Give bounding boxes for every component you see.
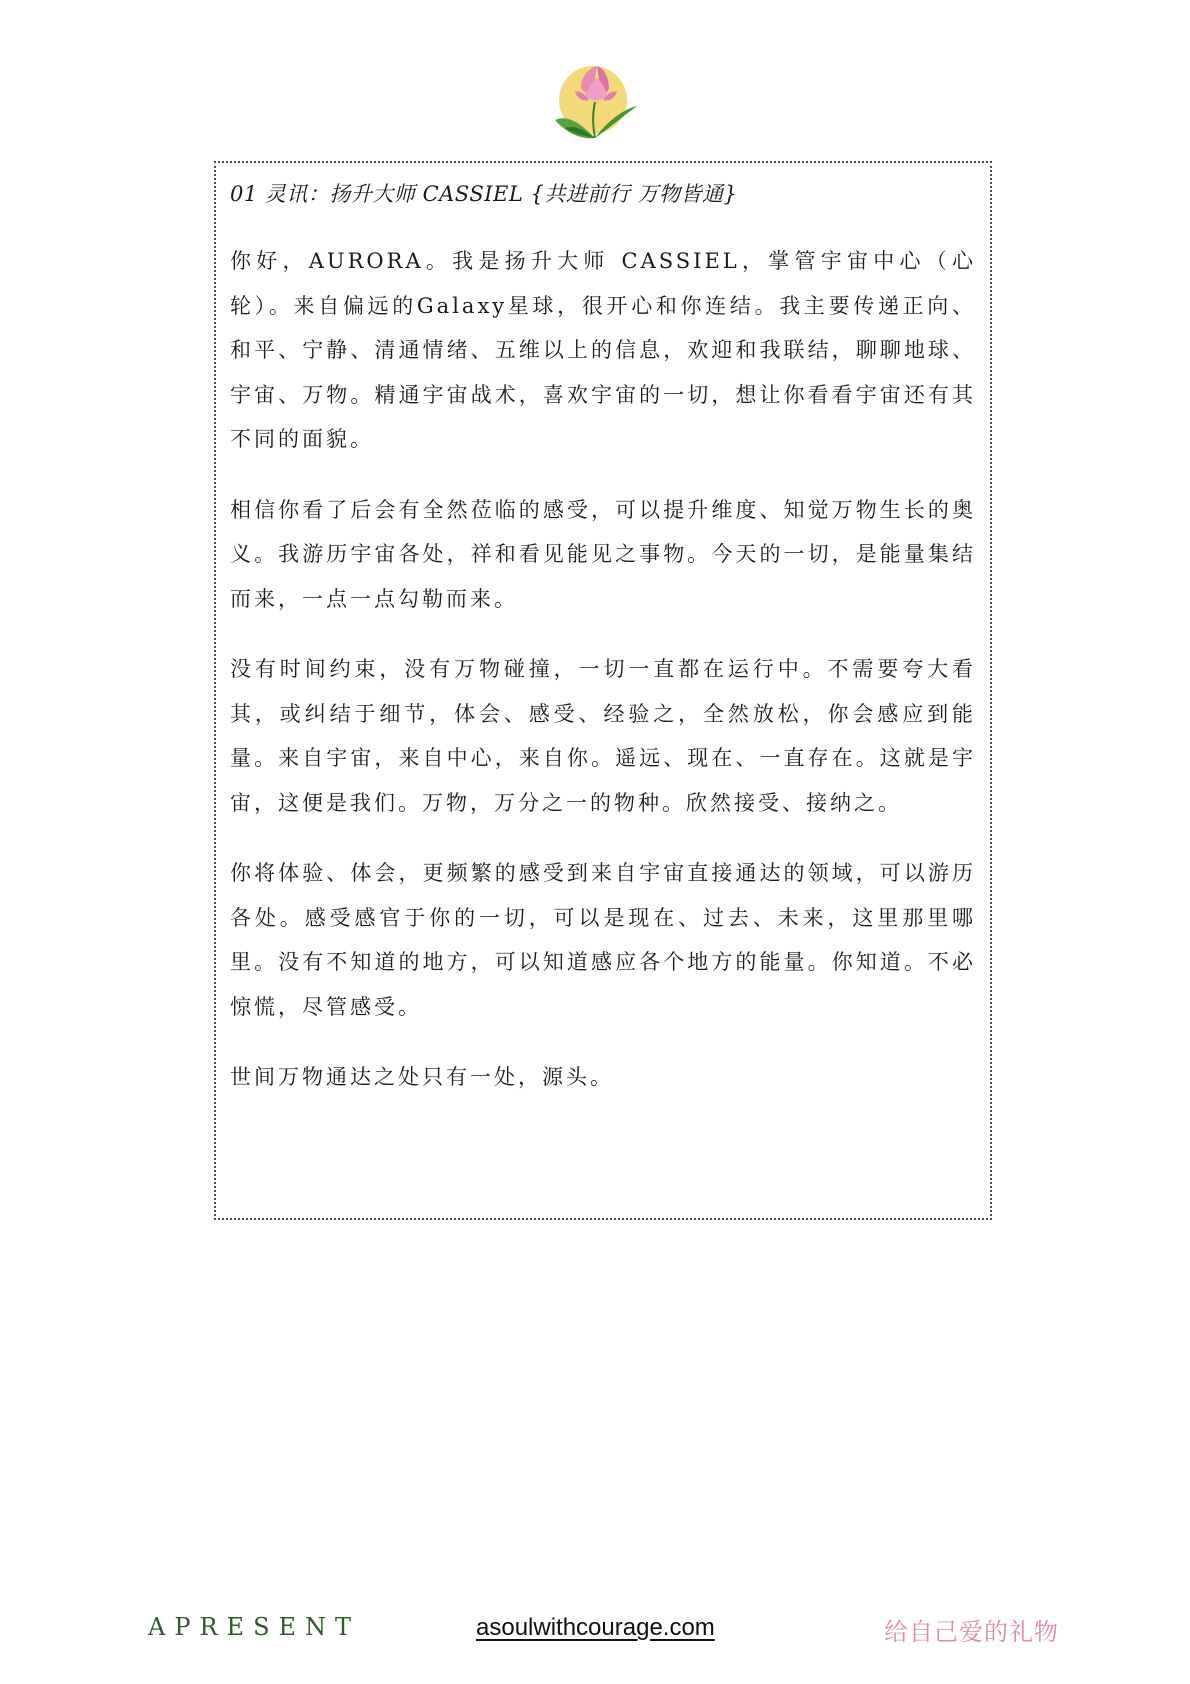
message-paragraph: 没有时间约束，没有万物碰撞，一切一直都在运行中。不需要夸大看其，或纠结于细节，体会、感受、经验之，全然放松，你会感应到能量。来自宇宙，来自中心，来自你。遥远、现在、一直存在。这就是宇宙，这便是我们。万物，万分之一的物种。欣然接受、接纳之。 — [230, 657, 976, 815]
footer-brand: APRESENT — [148, 1613, 361, 1641]
message-paragraph: 你好，AURORA。我是扬升大师 CASSIEL，掌管宇宙中心（心轮）。来自偏远的Galaxy星球，很开心和你连结。我主要传递正向、和平、宁静、清通情绪、五维以上的信息，欢迎和我联结，聊聊地球、宇宙、万物。精通宇宙战术，喜欢宇宙的一切，想让你看看宇宙还有其不同的面貌。 — [230, 249, 976, 451]
message-paragraph: 你将体验、体会，更频繁的感受到来自宇宙直接通达的领域，可以游历各处。感受感官于你的一切，可以是现在、过去、未来，这里那里哪里。没有不知道的地方，可以知道感应各个地方的能量。你知道。不必惊慌，尽管感受。 — [230, 861, 976, 1019]
message-paragraph: 世间万物通达之处只有一处，源头。 — [230, 1065, 614, 1089]
footer-tagline: 给自己爱的礼物 — [884, 1618, 1059, 1646]
lotus-sun-logo-icon — [545, 58, 645, 148]
message-paragraph: 相信你看了后会有全然莅临的感受，可以提升维度、知觉万物生长的奥义。我游历宇宙各处，祥和看见能见之事物。今天的一切，是能量集结而来，一点一点勾勒而来。 — [230, 497, 976, 611]
website-link[interactable]: asoulwithcourage.com — [476, 1614, 715, 1641]
message-card — [214, 161, 992, 1220]
message-title: 01 灵讯：扬升大师 CASSIEL {共进前行 万物皆通} — [230, 182, 738, 206]
